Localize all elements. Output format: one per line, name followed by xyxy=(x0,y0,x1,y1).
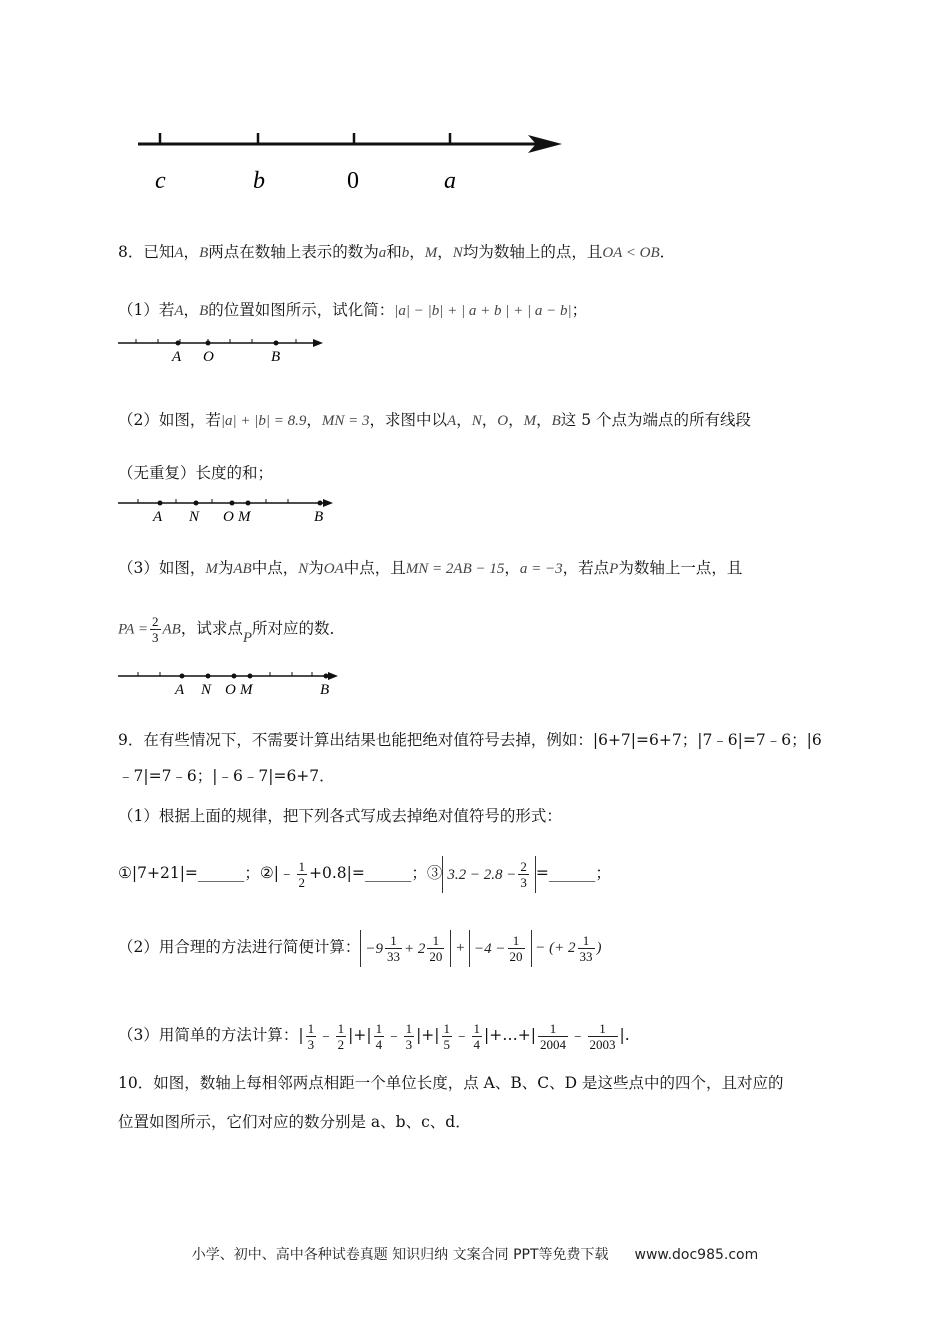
q8-part2-line2: （无重复）长度的和； xyxy=(118,464,274,482)
footer-site-link[interactable]: www.doc985.com xyxy=(634,1247,759,1263)
axis2-label-N: N xyxy=(189,509,200,525)
fraction-two-thirds: $\frac{2}{3}$ xyxy=(152,614,159,645)
number-axis-q8-1 xyxy=(116,334,331,366)
axis2-label-O: O xyxy=(223,509,234,525)
q8-part3: （3）如图，M为AB中点，N为OA中点，且MN = 2AB − 15，a = −3，若点P为数轴上一点，且 xyxy=(118,559,743,577)
axis3-label-O: O xyxy=(225,682,236,698)
q8-part1: （1）若A，B的位置如图所示，试化简：|a| − |b| + | a + b | + | a − b|； xyxy=(118,301,588,319)
axis1-label-B: B xyxy=(271,349,281,365)
number-axis-q8-2 xyxy=(116,494,341,526)
q10-line2: 位置如图所示，它们对应的数分别是 a、b、c、d． xyxy=(118,1113,471,1131)
axis3-label-N: N xyxy=(201,682,212,698)
footer-text: 小学、初中、高中各种试卷真题 知识归纳 文案合同 PPT等免费下载 xyxy=(191,1247,609,1263)
q9-part3: （3）用简单的方法计算：| $\frac{1}{3}$ ﹣ $\frac{1}{2}$ |+| $\frac{1}{4}$ ﹣ $\frac{1}{3}$ |+| $\frac{1}{5}$ ﹣ $\frac{1}{4}$ |+…+| $\frac{1}{2004}$ ﹣ $\frac{1}{2003}$ |. xyxy=(118,1020,630,1052)
axis2-label-M: M xyxy=(238,509,251,525)
axis-top-label-0: 0 xyxy=(347,168,359,194)
q9-stem-line1: 9．在有些情况下，不需要计算出结果也能把绝对值符号去掉，例如：|6+7|=6+7；|7﹣6|=7﹣6；|6 xyxy=(118,731,822,749)
axis1-label-O: O xyxy=(203,349,214,365)
number-axis-top xyxy=(130,125,580,200)
page-footer xyxy=(0,1244,950,1264)
axis-top-label-b: b xyxy=(253,168,265,194)
axis3-label-A: A xyxy=(175,682,185,698)
axis2-label-A: A xyxy=(153,509,163,525)
q8-part2: （2）如图，若|a| + |b| = 8.9，MN = 3，求图中以A，N，O，M，B这 5 个点为端点的所有线段 xyxy=(118,411,752,429)
axis-top-label-c: c xyxy=(155,168,166,194)
axis1-label-A: A xyxy=(172,349,182,365)
axis2-label-B: B xyxy=(314,509,324,525)
q10-line1: 10．如图，数轴上每相邻两点相距一个单位长度，点 A、B、C、D 是这些点中的四个，且对应的 xyxy=(118,1074,784,1092)
axis3-label-B: B xyxy=(320,682,330,698)
q9-part1-items: ①|7+21|=______；②|﹣ $\frac{1}{2}$ +0.8|=______；③ 3.2 − 2.8 − $\frac{2}{3}$ =______； xyxy=(118,850,611,896)
q8-stem: 8．已知A，B两点在数轴上表示的数为a和b，M，N均为数轴上的点，且OA < OB． xyxy=(118,243,676,261)
number-axis-q8-3 xyxy=(116,667,346,699)
axis3-label-M: M xyxy=(240,682,253,698)
q8-part3-line2: PA = $\frac{2}{3}$ AB，试求点P所对应的数． xyxy=(118,614,346,646)
axis-top-label-a: a xyxy=(444,168,456,194)
q9-stem-line2: ﹣7|=7﹣6；|﹣6﹣7|=6+7． xyxy=(118,767,335,785)
q9-part1: （1）根据上面的规律，把下列各式写成去掉绝对值符号的形式： xyxy=(118,807,562,825)
q9-part2: （2）用合理的方法进行简便计算： −9 $\frac{1}{33}$ + 2 $\frac{1}{20}$ + −4 − $\frac{1}{20}$ − (+ 2 $\frac{1}{33}$ ) xyxy=(118,924,602,970)
